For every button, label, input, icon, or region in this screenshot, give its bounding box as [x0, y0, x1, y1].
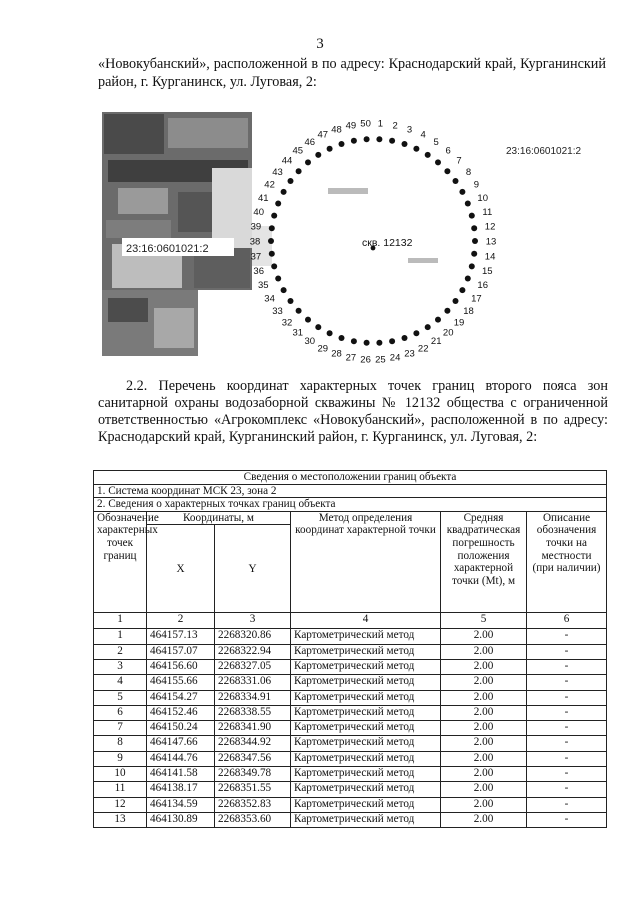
boundary-point [315, 324, 321, 330]
boundary-point-label: 36 [253, 265, 264, 277]
boundary-point-label: 2 [392, 120, 398, 132]
table-body [94, 629, 607, 828]
cell-method: Картометрический метод [291, 705, 441, 720]
cell-desc: - [527, 751, 607, 766]
column-number: 2 [147, 613, 215, 629]
cell-y: 2268331.06 [215, 675, 291, 690]
boundary-point [469, 213, 475, 219]
boundary-point-label: 45 [292, 145, 304, 157]
boundary-point-label: 32 [281, 317, 293, 329]
boundary-point [453, 298, 459, 304]
table-row [94, 721, 607, 736]
boundary-point-label: 23 [404, 348, 415, 360]
table-row [94, 644, 607, 659]
cell-method: Картометрический метод [291, 767, 441, 782]
cell-desc: - [527, 782, 607, 797]
table-row [94, 767, 607, 782]
boundary-point [305, 317, 311, 323]
cell-y: 2268320.86 [215, 629, 291, 644]
boundary-point [315, 152, 321, 158]
column-number: 1 [94, 613, 147, 629]
cell-x: 464150.24 [147, 721, 215, 736]
boundary-point [389, 138, 395, 144]
map-svg [98, 108, 608, 370]
boundary-point-label: 31 [292, 327, 304, 339]
cell-x: 464157.07 [147, 644, 215, 659]
boundary-point [327, 330, 333, 336]
table-row [94, 751, 607, 766]
column-number: 3 [215, 613, 291, 629]
cell-method: Картометрический метод [291, 629, 441, 644]
boundary-point-label: 35 [258, 279, 269, 291]
header-mean-error: Средняя квадратическая погрешность положения характерной точки (Mt), м [441, 511, 527, 613]
cell-mt: 2.00 [441, 736, 527, 751]
cell-x: 464147.66 [147, 736, 215, 751]
page-number: 3 [316, 36, 324, 52]
header-x: X [147, 525, 215, 613]
boundary-point-label: 6 [445, 145, 451, 157]
boundary-point-label: 9 [473, 179, 480, 191]
cell-n: 4 [94, 675, 147, 690]
boundary-point-label: 13 [485, 236, 497, 248]
cell-mt: 2.00 [441, 812, 527, 827]
cell-x: 464156.60 [147, 659, 215, 674]
boundary-point-label: 37 [250, 251, 262, 263]
boundary-point-label: 15 [482, 265, 493, 277]
cell-desc: - [527, 675, 607, 690]
header-description: Описание обозначения точки на местности (при наличии) [527, 511, 607, 613]
boundary-point-label: 21 [430, 336, 442, 348]
cell-mt: 2.00 [441, 782, 527, 797]
cell-mt: 2.00 [441, 629, 527, 644]
cell-desc: - [527, 721, 607, 736]
boundary-point [425, 324, 431, 330]
cell-y: 2268352.83 [215, 797, 291, 812]
boundary-point-label: 46 [304, 136, 316, 148]
boundary-point [271, 263, 277, 269]
boundary-point-label: 40 [253, 207, 264, 219]
boundary-point-label: 1 [377, 118, 384, 130]
boundary-point [364, 136, 370, 142]
cell-n: 1 [94, 629, 147, 644]
cell-n: 12 [94, 797, 147, 812]
coordinate-system-row: 1. Система координат МСК 23, зона 2 [94, 484, 607, 498]
boundary-point [305, 159, 311, 165]
table-row [94, 629, 607, 644]
cell-method: Картометрический метод [291, 797, 441, 812]
cell-x: 464134.59 [147, 797, 215, 812]
cell-y: 2268327.05 [215, 659, 291, 674]
boundary-point-label: 12 [484, 221, 496, 233]
boundary-point [376, 340, 382, 346]
cell-n: 3 [94, 659, 147, 674]
cell-mt: 2.00 [441, 659, 527, 674]
cell-desc: - [527, 736, 607, 751]
boundary-point [402, 141, 408, 147]
cell-mt: 2.00 [441, 751, 527, 766]
boundary-point-label: 39 [250, 221, 262, 233]
header-y: Y [215, 525, 291, 613]
table-row [94, 797, 607, 812]
cell-y: 2268334.91 [215, 690, 291, 705]
boundary-point [296, 308, 302, 314]
boundary-point [364, 340, 370, 346]
boundary-point-label: 17 [471, 293, 482, 305]
boundary-point [435, 159, 441, 165]
table-row [94, 659, 607, 674]
points-info-row: 2. Сведения о характерных точках границ объекта [94, 498, 607, 512]
header-coordinates: Координаты, м [147, 511, 291, 525]
boundary-point-label: 4 [420, 129, 426, 141]
boundary-point-label: 8 [465, 167, 472, 179]
boundary-point [453, 178, 459, 184]
cell-x: 464152.46 [147, 705, 215, 720]
cell-method: Картометрический метод [291, 721, 441, 736]
table-row [94, 736, 607, 751]
cell-n: 8 [94, 736, 147, 751]
cell-y: 2268349.78 [215, 767, 291, 782]
boundary-point-label: 11 [482, 207, 493, 219]
boundary-point [281, 287, 287, 293]
boundary-point [471, 225, 477, 231]
cell-y: 2268347.56 [215, 751, 291, 766]
boundary-point-label: 29 [317, 343, 329, 355]
boundary-point [275, 201, 281, 207]
boundary-point-label: 26 [360, 354, 371, 366]
cadastral-number-right: 23:16:0601021:2 [506, 146, 582, 157]
cell-mt: 2.00 [441, 644, 527, 659]
boundary-point-label: 20 [442, 327, 454, 339]
cell-method: Картометрический метод [291, 751, 441, 766]
cell-x: 464157.13 [147, 629, 215, 644]
cell-x: 464141.58 [147, 767, 215, 782]
boundary-point-label: 47 [317, 129, 329, 141]
cell-desc: - [527, 629, 607, 644]
boundary-point-label: 49 [345, 120, 357, 132]
table-row [94, 675, 607, 690]
cell-y: 2268344.92 [215, 736, 291, 751]
cell-y: 2268341.90 [215, 721, 291, 736]
cell-n: 7 [94, 721, 147, 736]
table-title: Сведения о местоположении границ объекта [94, 471, 607, 485]
boundary-point-label: 7 [456, 155, 462, 167]
well-label: скв. 12132 [362, 237, 413, 249]
section-2-2 [98, 378, 608, 446]
boundary-point-label: 22 [417, 343, 429, 355]
cell-mt: 2.00 [441, 690, 527, 705]
boundary-point-label: 50 [360, 118, 371, 130]
intro-paragraph: «Новокубанский», расположенной в по адресу: Краснодарский край, Курганинский район, г. Курганинск, ул. Луговая, 2: [98, 56, 606, 90]
cell-desc: - [527, 705, 607, 720]
boundary-point-label: 16 [477, 279, 488, 291]
boundary-point-label: 38 [249, 236, 261, 248]
boundary-point-label: 44 [281, 155, 293, 167]
cell-n: 13 [94, 812, 147, 827]
cell-n: 11 [94, 782, 147, 797]
cell-n: 5 [94, 690, 147, 705]
cell-mt: 2.00 [441, 797, 527, 812]
boundary-point [376, 136, 382, 142]
cell-desc: - [527, 767, 607, 782]
boundary-point [402, 335, 408, 341]
cell-desc: - [527, 812, 607, 827]
table-row [94, 812, 607, 827]
cadastral-number-left: 23:16:0601021:2 [126, 243, 209, 255]
cadastral-photo [102, 112, 438, 356]
boundary-point [339, 335, 345, 341]
cell-method: Картометрический метод [291, 812, 441, 827]
boundary-point-label: 34 [264, 293, 275, 305]
boundary-point [351, 338, 357, 344]
boundary-point-label: 27 [345, 352, 357, 364]
boundary-point [269, 251, 275, 257]
table-row [94, 782, 607, 797]
boundary-point [459, 287, 465, 293]
cell-method: Картометрический метод [291, 675, 441, 690]
boundary-point-label: 43 [272, 167, 283, 179]
boundary-point [389, 338, 395, 344]
cell-x: 464138.17 [147, 782, 215, 797]
boundary-point [413, 330, 419, 336]
boundary-point-label: 25 [375, 354, 386, 366]
cell-desc: - [527, 690, 607, 705]
boundary-point-label: 42 [264, 179, 275, 191]
boundary-point [271, 213, 277, 219]
boundary-point [425, 152, 431, 158]
cell-y: 2268353.60 [215, 812, 291, 827]
boundary-point [269, 225, 275, 231]
boundary-point [327, 146, 333, 152]
boundary-point-label: 18 [463, 305, 474, 317]
boundary-point [296, 168, 302, 174]
boundary-point [444, 308, 450, 314]
table-row [94, 705, 607, 720]
boundary-point [281, 189, 287, 195]
cell-desc: - [527, 797, 607, 812]
cell-method: Картометрический метод [291, 659, 441, 674]
boundary-point [288, 298, 294, 304]
cell-mt: 2.00 [441, 675, 527, 690]
cell-mt: 2.00 [441, 705, 527, 720]
section-2-2-text: 2.2. Перечень координат характерных точек границ второго пояса зон санитарной охраны водозаборной скважины № 12132 общества с ограниченной ответственностью «Агрокомплекс «Новокубанский», расположенной в по адресу: Краснодарский край, Курганинский район, г. Курганинск, ул. Луговая, 2: [98, 378, 608, 445]
boundary-point-label: 33 [272, 305, 283, 317]
cell-y: 2268322.94 [215, 644, 291, 659]
cell-x: 464130.89 [147, 812, 215, 827]
cell-method: Картометрический метод [291, 690, 441, 705]
cell-n: 10 [94, 767, 147, 782]
header-designation: Обозначение характерных точек границ [94, 511, 147, 613]
cell-n: 2 [94, 644, 147, 659]
boundary-point [351, 138, 357, 144]
boundary-point [472, 238, 478, 244]
boundary-point [465, 276, 471, 282]
boundary-point [471, 251, 477, 257]
cell-x: 464155.66 [147, 675, 215, 690]
header-method: Метод определения координат характерной точки [291, 511, 441, 613]
boundary-point [413, 146, 419, 152]
boundary-point [465, 201, 471, 207]
cell-n: 9 [94, 751, 147, 766]
boundary-point-label: 5 [433, 136, 439, 148]
cell-mt: 2.00 [441, 767, 527, 782]
cell-method: Картометрический метод [291, 736, 441, 751]
boundary-point [288, 178, 294, 184]
column-number: 5 [441, 613, 527, 629]
boundary-point [469, 263, 475, 269]
boundary-point-label: 19 [453, 317, 465, 329]
cell-method: Картометрический метод [291, 782, 441, 797]
coordinates-table [93, 470, 607, 828]
column-number: 4 [291, 613, 441, 629]
cell-y: 2268351.55 [215, 782, 291, 797]
boundary-point [444, 168, 450, 174]
boundary-point-label: 10 [477, 193, 488, 205]
boundary-point-label: 48 [331, 124, 342, 136]
boundary-point-label: 3 [406, 124, 413, 136]
boundary-point-label: 14 [484, 251, 496, 263]
boundary-point [268, 238, 274, 244]
cell-x: 464144.76 [147, 751, 215, 766]
cell-method: Картометрический метод [291, 644, 441, 659]
boundary-point [275, 276, 281, 282]
boundary-point-label: 24 [389, 352, 401, 364]
table-row [94, 690, 607, 705]
boundary-point-label: 41 [258, 193, 269, 205]
boundary-point [435, 317, 441, 323]
cell-y: 2268338.55 [215, 705, 291, 720]
cell-desc: - [527, 644, 607, 659]
boundary-map [98, 108, 608, 370]
boundary-point-label: 30 [304, 336, 316, 348]
boundary-point [339, 141, 345, 147]
cell-x: 464154.27 [147, 690, 215, 705]
boundary-point-label: 28 [331, 348, 342, 360]
column-number: 6 [527, 613, 607, 629]
boundary-point [459, 189, 465, 195]
cell-n: 6 [94, 705, 147, 720]
cell-mt: 2.00 [441, 721, 527, 736]
cell-desc: - [527, 659, 607, 674]
